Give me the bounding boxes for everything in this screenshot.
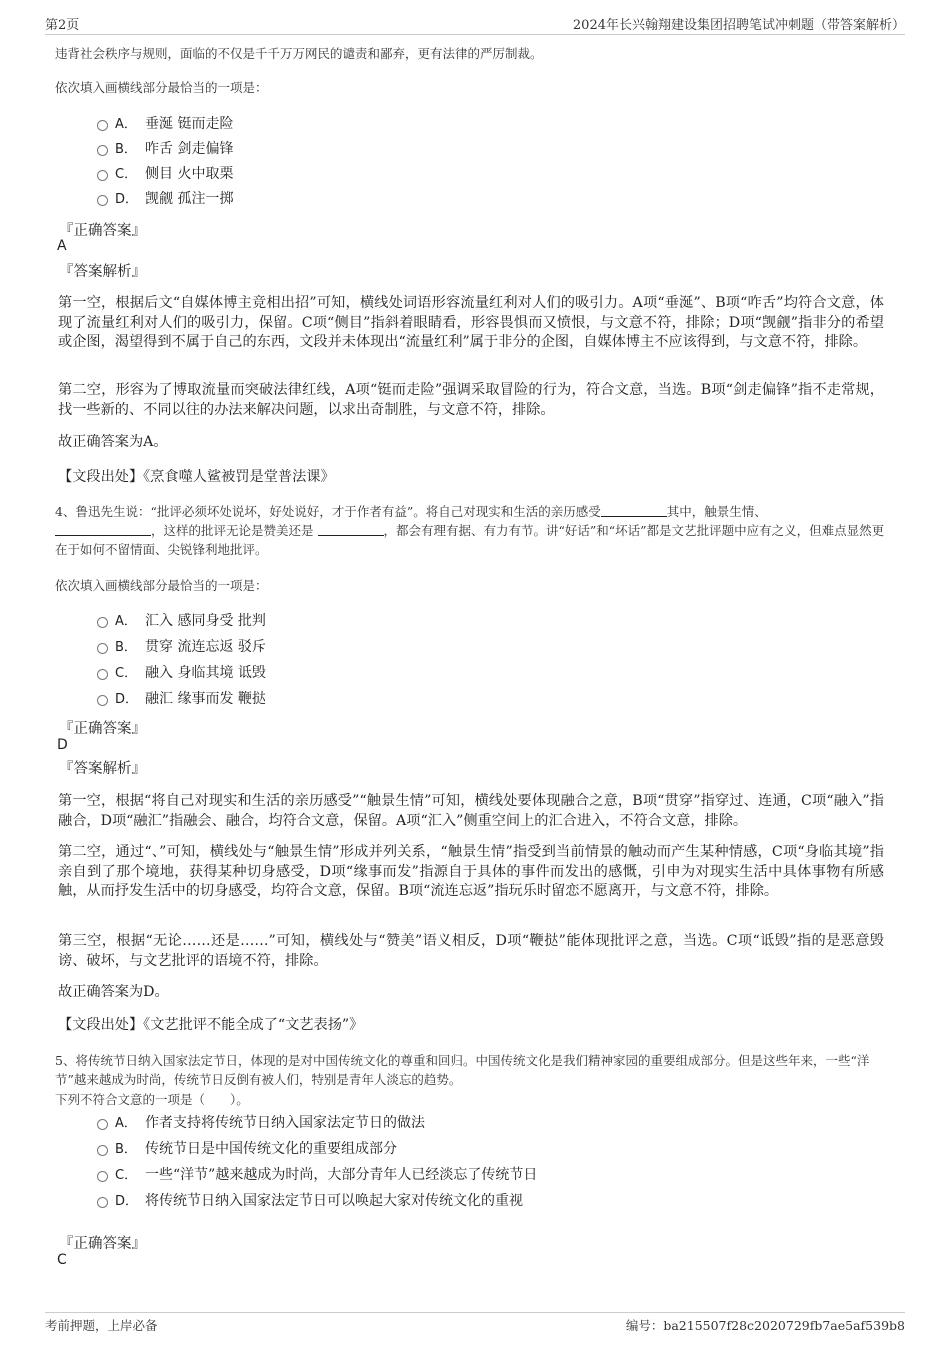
q3-intro-tail: 违背社会秩序与规则，面临的不仅是千千万万网民的谴责和鄙弃，更有法律的严厉制裁。 — [55, 46, 543, 61]
q5-answer: C — [57, 1252, 67, 1268]
radio-icon[interactable] — [97, 1197, 108, 1208]
q4-stem: 4、鲁迅先生说：“批评必须坏处说坏，好处说好，才于作者有益”。将自己对现实和生活的亲历感受 其中，触景生情、 ，这样的批评无论是赞美还是 ，都会有理有据、有力有节。讲“好话”和“坏话”都是文艺批评题中应有之义，但难点显然更在于如何不留情面、尖锐锋利地批评。 — [55, 504, 885, 557]
radio-icon[interactable] — [97, 145, 108, 156]
q5-option-d[interactable]: D． 将传统节日纳入国家法定节日可以唤起大家对传统文化的重视 — [97, 1191, 523, 1211]
q4-answer-label: 『正确答案』 — [59, 721, 146, 737]
q4-answer: D — [57, 737, 68, 753]
q3-option-d[interactable]: D． 觊觎 孤注一掷 — [97, 189, 233, 209]
blank-line — [318, 523, 384, 536]
q5-option-c[interactable]: C． 一些“洋节”越来越成为时尚，大部分青年人已经淡忘了传统节日 — [97, 1165, 537, 1185]
page-header — [45, 14, 905, 35]
q3-option-c[interactable]: C． 侧目 火中取栗 — [97, 164, 233, 184]
q3-source: 【文段出处】《烹食噬人鲨被罚是堂普法课》 — [58, 469, 335, 485]
q3-analysis-conclusion: 故正确答案为A。 — [58, 434, 168, 450]
radio-icon[interactable] — [97, 195, 108, 206]
q4-analysis-paragraph-3: 第三空，根据“无论……还是……”可知，横线处与“赞美”语义相反，D项“鞭挞”能体现批评之意，当选。C项“诋毁”指的是恶意毁谤、破坏，与文艺批评的语境不符，排除。 — [58, 933, 884, 969]
radio-icon[interactable] — [97, 1145, 108, 1156]
radio-icon[interactable] — [97, 617, 108, 628]
radio-icon[interactable] — [97, 120, 108, 131]
q3-analysis-paragraph-1: 第一空，根据后文“自媒体博主竞相出招”可知，横线处词语形容流量红利对人们的吸引力。A项“垂涎”、B项“咋舌”均符合文意，体现了流量红利对人们的吸引力，保留。C项“侧目”指斜着眼睛看，形容畏惧而又愤恨，与文意不符，排除；D项“觊觎”指非分的希望或企图，渴望得到不属于自己的东西，文段并未体现出“流量红利”属于非分的企图，自媒体博主不应该得到，与文意不符，排除。 — [58, 295, 884, 350]
q5-option-a[interactable]: A． 作者支持将传统节日纳入国家法定节日的做法 — [97, 1113, 425, 1133]
document-title: 2024年长兴翰翔建设集团招聘笔试冲刺题（带答案解析） — [572, 18, 905, 33]
q4-source: 【文段出处】《文艺批评不能全成了“文艺表扬”》 — [58, 1017, 364, 1033]
q4-analysis-conclusion: 故正确答案为D。 — [58, 984, 169, 1000]
radio-icon[interactable] — [97, 695, 108, 706]
q4-analysis-label: 『答案解析』 — [59, 761, 146, 777]
q4-option-d[interactable]: D． 融汇 缘事而发 鞭挞 — [97, 689, 266, 709]
q4-option-a[interactable]: A． 汇入 感同身受 批判 — [97, 611, 266, 631]
radio-icon[interactable] — [97, 643, 108, 654]
q5-answer-label: 『正确答案』 — [59, 1236, 146, 1252]
radio-icon[interactable] — [97, 1171, 108, 1182]
blank-line — [601, 504, 667, 517]
radio-icon[interactable] — [97, 669, 108, 680]
q3-prompt: 依次填入画横线部分最恰当的一项是： — [55, 80, 268, 95]
q4-analysis-paragraph-2: 第二空，通过“、”可知，横线处与“触景生情”形成并列关系，“触景生情”指受到当前情景的触动而产生某种情感，C项“身临其境”指亲自到了那个境地，获得某种切身感受，D项“缘事而发”指源自于具体的事件而发出的感慨，引申为对现实生活中具体事物有所感触，从而抒发生活中的切身感受，均符合文意，保留。B项“流连忘返”指玩乐时留恋不愿离开，与文意不符，排除。 — [58, 844, 884, 899]
q3-analysis-paragraph-2: 第二空，形容为了博取流量而突破法律红线，A项“铤而走险”强调采取冒险的行为，符合文意，当选。B项“剑走偏锋”指不走常规，找一些新的、不同以往的办法来解决问题，以求出奇制胜，与文意不符，排除。 — [58, 382, 884, 418]
q3-option-b[interactable]: B． 咋舌 剑走偏锋 — [97, 139, 233, 159]
q3-answer-label: 『正确答案』 — [59, 223, 146, 239]
footer-slogan: 考前押题，上岸必备 — [45, 1318, 158, 1333]
q5-prompt: 下列不符合文意的一项是（ ）。 — [55, 1092, 249, 1107]
q3-answer: A — [57, 238, 67, 254]
q4-analysis-paragraph-1: 第一空，根据“将自己对现实和生活的亲历感受”“触景生情”可知，横线处要体现融合之意，B项“贯穿”指穿过、连通，C项“融入”指融合，D项“融汇”指融会、融合，均符合文意，保留。A项“汇入”侧重空间上的汇合进入，不符合文意，排除。 — [58, 793, 884, 829]
document-serial: 编号：ba215507f28c2020729fb7ae5af539b8 — [625, 1318, 905, 1333]
q5-stem: 5、将传统节日纳入国家法定节日，体现的是对中国传统文化的尊重和回归。中国传统文化是我们精神家园的重要组成部分。但是这些年来，一些“洋节”越来越成为时尚，传统节日反倒有被人们，特别是青年人淡忘的趋势。 — [55, 1053, 870, 1087]
q4-option-c[interactable]: C． 融入 身临其境 诋毁 — [97, 663, 266, 683]
blank-line — [55, 523, 151, 536]
q3-option-a[interactable]: A． 垂涎 铤而走险 — [97, 114, 233, 134]
radio-icon[interactable] — [97, 170, 108, 181]
page-number: 第2页 — [45, 18, 80, 33]
q4-prompt: 依次填入画横线部分最恰当的一项是： — [55, 578, 268, 593]
page-footer — [45, 1312, 905, 1338]
q4-option-b[interactable]: B． 贯穿 流连忘返 驳斥 — [97, 637, 266, 657]
radio-icon[interactable] — [97, 1119, 108, 1130]
q3-analysis-label: 『答案解析』 — [59, 264, 146, 280]
q5-option-b[interactable]: B． 传统节日是中国传统文化的重要组成部分 — [97, 1139, 397, 1159]
